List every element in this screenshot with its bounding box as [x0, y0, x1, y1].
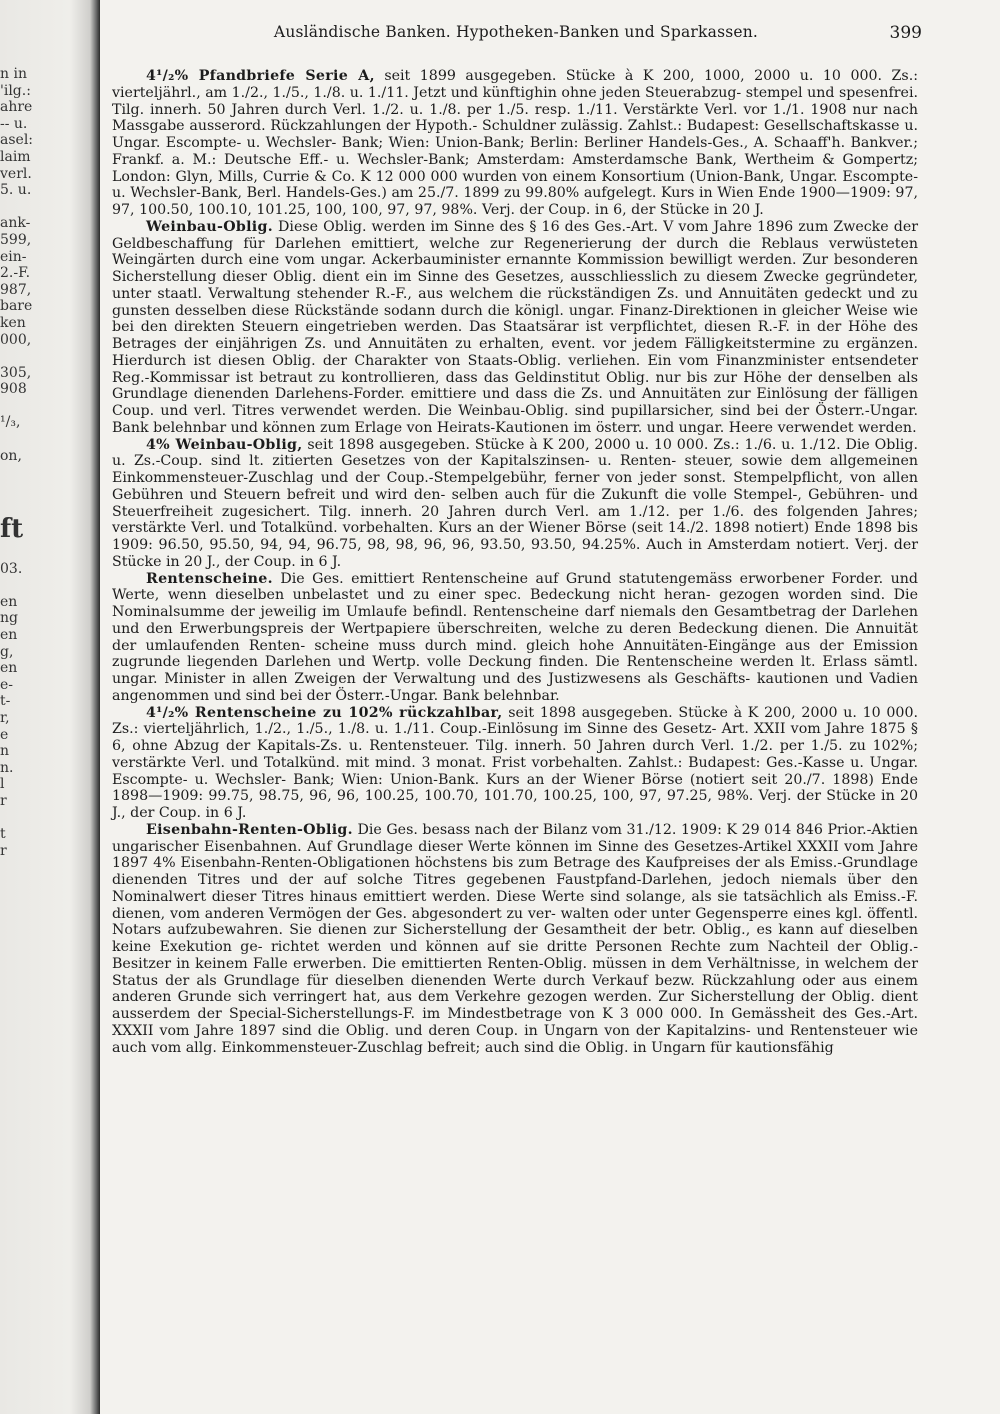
section-4pct-weinbau-oblig [112, 437, 918, 571]
section-heading: 4% Weinbau-Oblig, [146, 436, 303, 453]
section-text: Die Ges. emittiert Rentenscheine auf Grund statutengemäss erworbener Forder. und Werte, wenn dieselben unbelastet und zu einer spec. Bedeckung nicht heran- gezogen worden sind. Die Nominalsumme der jeweilig im Umlaufe befindl. Rentenscheine darf niemals den Gesamtbetrag der Darlehen und den Erwerbungspreis der Wertpapiere überschreiten, welche zu deren Bedeckung dienen. Die Annuität der umlaufenden Renten- scheine muss durch mind. gleich hohe Annuitäten-Eingänge aus der Emission zugrunde liegenden Darlehen und Wertp. volle Deckung finden. Die Rentenscheine werden lt. Erlass sämtl. ungar. Minister in allen Zweigen der Verwaltung und des Justizwesens als Geschäfts- kautionen und Vadien angenommen und sind bei der Österr.-Ungar. Bank belehnbar. [112, 570, 918, 704]
section-text: seit 1898 ausgegeben. Stücke à K 200, 2000 u. 10 000. Zs.: vierteljährlich, 1./2., 1./5., 1./8. u. 1./11. Coup.-Einlösung im Sinne des Gesetz- Art. XXII vom Jahre 1875 § 6, ohne Abzug der Kapitals-Zs. u. Rentensteuer. Tilg. innerh. 50 Jahren durch Verl. 1./2. per 1./5. zu 102%; verstärkte Verl. und Totalkünd. mit mind. 3 monat. Frist vorbehalten. Zahlst.: Budapest: Ges.-Kasse u. Ungar. Escompte- u. Wechsler- Bank; Wien: Union-Bank. Kurs an der Wiener Börse (notiert seit 20./7. 1898) Ende 1898—1909: 99.75, 98.75, 96, 96, 100.25, 100.70, 101.70, 100.25, 100, 97, 97.25, 98%. Verj. der Stücke in 20 J., der Coup. in 6 J. [112, 704, 918, 821]
margin-fragment: 03. [0, 560, 23, 577]
margin-fragment: e [0, 726, 9, 743]
margin-fragment: e- [0, 676, 14, 693]
section-heading: Weinbau-Oblig. [146, 218, 273, 235]
margin-fragment: r, [0, 709, 10, 726]
margin-fragment [0, 348, 70, 365]
section-rentenscheine-102 [112, 705, 918, 822]
margin-fragment [0, 464, 70, 481]
page-number: 399 [889, 23, 922, 43]
margin-fragment: ft [0, 514, 24, 545]
section-text: Die Ges. besass nach der Bilanz vom 31./12. 1909: K 29 014 846 Prior.-Aktien ungarischer Eisenbahnen. Auf Grundlage dieser Werte können im Sinne des Gesetzes-Artikel XXXII vom Jahre 1897 4% Eisenbahn-Renten-Obligationen höchstens bis zum Betrage des Kaufpreises der als Emiss.-Grundlage dienenden Titres und der auf solche Titres gegebenen Faustpfand-Darlehen, jedoch niemals über den Nominalwert dieser Titres hinaus emittiert werden. Diese Werte sind solange, als sie tatsächlich als Emiss.-F. dienen, vom anderen Vermögen der Ges. abgesondert zu ver- walten oder unter Gegensperre eines kgl. öffentl. Notars aufzubewahren. Sie dienen zur Sicherstellung der Gesamtheit der betr. Oblig., es kann auf dieselben keine Exekution ge- richtet werden und können auf sie dritte Personen Rechte zum Nachteil der Oblig.-Besitzer in keinem Falle erwerben. Die emittierten Renten-Oblig. müssen in dem Verhältnisse, in welchem der Status der als Grundlage für dieselben dienenden Werte durch Verkauf bezw. Rückzahlung oder aus einem anderen Grunde sich verringert hat, aus dem Verkehre gezogen werden. Zur Sicherstellung der Oblig. dient ausserdem der Special-Sicherstellungs-F. im Mindestbetrage von K 3 000 000. In Gemässheit des Ges.-Art. XXXII vom Jahre 1897 sind die Oblig. und deren Coup. in Ungarn von der Kapitalzins- und Rentensteuer wie auch vom allg. Einkommensteuer-Zuschlag befreit; auch sind die Oblig. in Ungarn für kautionsfähig [112, 821, 918, 1056]
margin-fragment: g, [0, 643, 14, 660]
margin-fragment: t- [0, 693, 11, 710]
margin-fragment: en [0, 660, 18, 677]
margin-fragment: 987, [0, 281, 32, 298]
margin-fragment: n. [0, 759, 14, 776]
section-pfandbriefe [112, 68, 918, 219]
margin-fragment: ein- [0, 248, 27, 265]
page-body [112, 68, 918, 1056]
margin-fragment: ank- [0, 215, 31, 232]
margin-fragment [0, 544, 70, 561]
section-text: Diese Oblig. werden im Sinne des § 16 des Ges.-Art. V vom Jahre 1896 zum Zwecke der Geldbeschaffung für Darlehen emittiert, welche zur Regenerierung der durch die Reblaus verwüsteten Weingärten durch eine vom ungar. Ackerbauminister ernannte Kommission bewilligt werden. Zur besonderen Sicherstellung dieser Oblig. dient ein im Sinne des Gesetzes, ausschliesslich zu diesem Zwecke gegründeter, unter staatl. Verwaltung stehender R.-F., aus welchem die rückständigen Zs. und Annuitäten gedeckt und zu gunsten desselben diese Rückstände sodann durch die königl. ungar. Finanz-Direktionen in gleicher Weise wie bei den direkten Steuern eingetrieben werden. Das Staatsärar ist verpflichtet, diesen R.-F. in der Höhe des Betrages der einjährigen Zs. und Annuitäten zu erhalten, event. vor jedem Fälligkeitstermine zu ergänzen. Hierdurch ist diesen Oblig. der Charakter von Staats-Oblig. verliehen. Ein vom Finanzminister entsendeter Reg.-Kommissar ist betraut zu kontrollieren, dass das Geldinstitut Oblig. nur bis zur Höhe der denselben als Grundlage dienenden Darlehens-Forder. emittiere und dass die Zs. und Annuitäten zur Einlösung der fälligen Coup. und verl. Titres verwendet werden. Die Weinbau-Oblig. sind pupillarsicher, sind bei der Österr.-Ungar. Bank belehnbar und können zum Erlage von Heirats-Kautionen im österr. und ungar. Heere verwendet werden. [112, 218, 918, 436]
section-heading: Eisenbahn-Renten-Oblig. [146, 821, 353, 838]
section-eisenbahn-renten-oblig [112, 822, 918, 1057]
margin-fragment: on, [0, 447, 22, 464]
section-rentenscheine [112, 571, 918, 705]
margin-fragment: 908 [0, 381, 27, 398]
margin-fragment: ken [0, 314, 26, 331]
section-text: seit 1898 ausgegeben. Stücke à K 200, 2000 u. 10 000. Zs.: 1./6. u. 1./12. Die Oblig. u. Zs.-Coup. sind lt. zitierten Gesetzes von der Kapitalszinsen- u. Renten- steuer, sowie dem allgemeinen Einkommensteuer-Zuschlag und der Coup.-Stempelgebühr, ferner von jeder sonst. Stempelpflicht, von allen Gebühren und Steuern befreit und wird den- selben auch für die Zukunft die volle Stempel-, Gebühren- und Steuerfreiheit zugesichert. Tilg. innerh. 20 Jahren durch Verl. am 1./12. per 1./6. des folgenden Jahres; verstärkte Verl. und Totalkünd. vorbehalten. Kurs an der Wiener Börse (seit 14./2. 1898 notiert) Ende 1898 bis 1909: 96.50, 95.50, 94, 94, 96.75, 98, 98, 96, 96, 93.50, 93.50, 94.25%. Auch in Amsterdam notiert. Verj. der Stücke in 20 J., der Coup. in 6 J. [112, 436, 919, 570]
margin-fragment: 599, [0, 231, 32, 248]
section-text: seit 1899 ausgegeben. Stücke à K 200, 1000, 2000 u. 10 000. Zs.: vierteljährl., am 1./2., 1./5., 1./8. u. 1./11. Jetzt und künftighin ohne jeden Steuerabzug- stempel und spesenfrei. Tilg. innerh. 50 Jahren durch Verl. 1./2. u. 1./8. per 1./5. resp. 1./11. Verstärkte Verl. vor 1./1. 1908 nur nach Massgabe ausserord. Rückzahlungen der Hypoth.- Schuldner zulässig. Zahlst.: Budapest: Gesellschaftskasse u. Ungar. Escompte- u. Wechsler- Bank; Wien: Union-Bank; Berlin: Berliner Handels-Ges., A. Schaaff'h. Bankver.; Frankf. a. M.: Deutsche Eff.- u. Wechsler-Bank; Amsterdam: Amsterdamsche Bank, Wertheim & Gompertz; London: Glyn, Mills, Currie & Co. K 12 000 000 wurden von einem Konsortium (Union-Bank, Ungar. Escompte- u. Wechsler-Bank, Berl. Handels-Ges.) am 25./7. 1899 zu 99.80% aufgelegt. Kurs in Wien Ende 1900—1909: 97, 97, 100.50, 100.10, 101.25, 100, 100, 97, 97, 98%. Verj. der Coup. in 6, der Stücke in 20 J. [112, 68, 918, 218]
running-head-title: Ausländische Banken. Hypotheken-Banken und Sparkassen. [273, 23, 759, 41]
margin-fragment: l [0, 776, 5, 793]
margin-fragment: bare [0, 298, 33, 315]
margin-fragment: -- u. [0, 115, 28, 132]
margin-fragment [0, 810, 70, 827]
section-weinbau-oblig [112, 219, 918, 437]
margin-fragment [0, 398, 70, 415]
margin-fragment: verl. [0, 165, 32, 182]
margin-fragment: n [0, 743, 10, 760]
margin-fragment: en [0, 627, 18, 643]
section-heading: Rentenscheine. [146, 570, 273, 587]
margin-fragment: r [0, 842, 7, 859]
margin-fragment: en [0, 593, 18, 610]
section-heading: 4¹/₂% Rentenscheine zu 102% rückzahlbar, [146, 704, 503, 721]
margin-fragment: ahre [0, 99, 33, 116]
margin-fragment: asel: [0, 132, 34, 149]
margin-fragment: 2.-F. [0, 265, 31, 282]
section-heading: 4¹/₂% Pfandbriefe Serie A, [146, 68, 375, 84]
margin-fragment [0, 577, 70, 594]
margin-fragment [0, 431, 70, 448]
margin-fragment: ¹/₃, [0, 414, 21, 431]
margin-fragment: 5. u. [0, 182, 32, 199]
margin-fragment [0, 481, 70, 498]
running-header [110, 23, 922, 47]
margin-fragment: t [0, 826, 6, 843]
margin-fragment: n in [0, 66, 27, 82]
margin-fragment: r [0, 792, 7, 809]
facing-page-fragments [0, 66, 70, 859]
margin-fragment: 305, [0, 364, 32, 381]
margin-fragment [0, 497, 70, 514]
margin-fragment: 000, [0, 331, 32, 348]
margin-fragment: laim [0, 148, 31, 165]
margin-fragment: ng [0, 610, 18, 627]
margin-fragment: 'ilg.: [0, 82, 31, 99]
margin-fragment [0, 199, 70, 216]
